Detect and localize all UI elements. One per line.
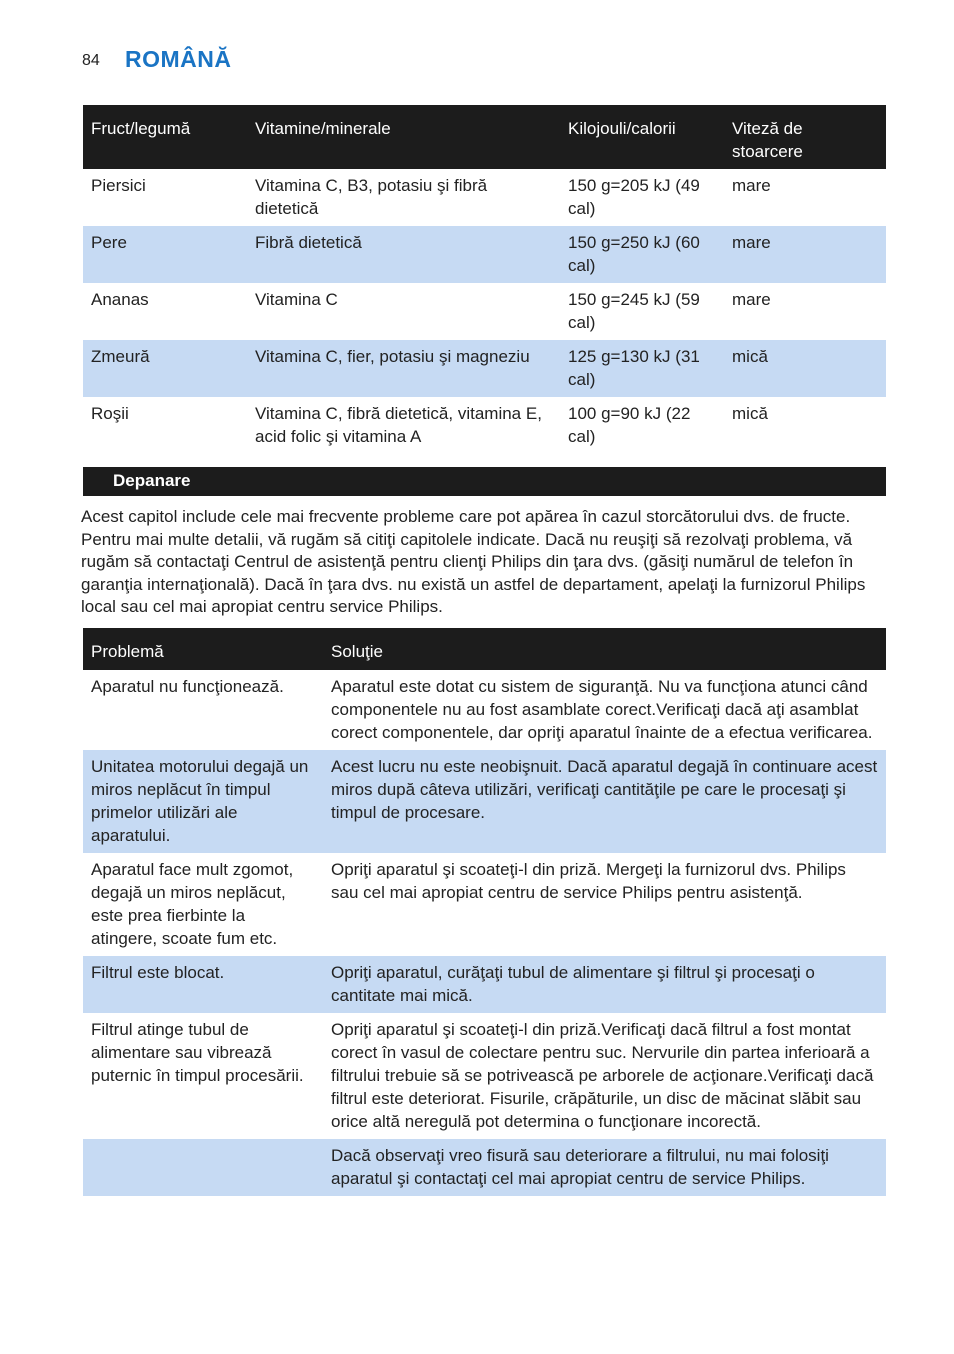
solution-cell: Dacă observaţi vreo fisură sau deteriorare a filtrului, nu mai folosiţi aparatul şi contactaţi cel mai apropiat centru de service Philips. <box>323 1139 886 1196</box>
intro-paragraph: Acest capitol include cele mai frecvente probleme care pot apărea în cazul storcătorului dvs. de fructe. Pentru mai multe detalii, vă rugăm să citiţi capitolele indicate. Dacă nu reuşiţi să rezolvaţi problema, vă rugăm să contactaţi Centrul de asistenţă pentru clienţi Philips din ţara dvs. (găsiţi numărul de telefon în garanţia internaţională). Dacă în ţara dvs. nu există un astfel de departament, apelaţi la furnizorul Philips local sau cel mai apropiat centru service Philips. <box>81 507 866 617</box>
speed-cell: mare <box>724 226 886 283</box>
section-title: Depanare <box>113 471 191 490</box>
problem-cell: Aparatul nu funcţionează. <box>91 677 284 696</box>
table-row <box>83 169 886 226</box>
solution-cell: Opriţi aparatul şi scoateţi-l din priză.Verificaţi dacă filtrul a fost montat corect în vasul de colectare pentru suc. Nervurile din partea inferioară a filtrului trebuie să se potrivească pe arborele de acţionare.Verificaţi dacă filtrul este deteriorat. Fisurile, crăpăturile, un disc de măcinat slăbit sau orice altă neregulă pot determina o funcţionare incorectă. <box>331 1020 874 1131</box>
column-header: Fruct/legumă <box>83 105 247 169</box>
speed-cell: mică <box>724 340 886 397</box>
language-title: ROMÂNĂ <box>125 46 232 72</box>
speed-cell: mică <box>732 404 768 423</box>
table-row <box>83 340 886 397</box>
energy-cell: 125 g=130 kJ (31 cal) <box>560 340 724 397</box>
vitamins-cell: Vitamina C, B3, potasiu şi fibră dietetică <box>255 176 488 218</box>
table-row <box>83 670 886 750</box>
table-row <box>83 750 886 853</box>
energy-cell: 150 g=250 kJ (60 cal) <box>560 226 724 283</box>
section-heading-bar <box>83 467 886 496</box>
column-header: Vitamine/minerale <box>247 105 560 169</box>
solution-cell: Opriţi aparatul, curăţaţi tubul de alimentare şi filtrul şi procesaţi o cantitate mai mică. <box>323 956 886 1013</box>
energy-cell: 150 g=245 kJ (59 cal) <box>568 290 700 332</box>
fruit-cell: Roşii <box>91 404 129 423</box>
table-row <box>83 956 886 1013</box>
column-header: Soluţie <box>323 628 886 670</box>
table-row <box>83 1139 886 1196</box>
table-row <box>83 1013 886 1139</box>
problem-cell: Unitatea motorului degajă un miros neplăcut în timpul primelor utilizări ale aparatului. <box>83 750 323 853</box>
nutrition-header-row <box>83 105 886 169</box>
vitamins-cell: Vitamina C, fibră dietetică, vitamina E, acid folic şi vitamina A <box>255 404 542 446</box>
vitamins-cell: Fibră dietetică <box>247 226 560 283</box>
problem-cell: Filtrul este blocat. <box>83 956 323 1013</box>
problem-cell: Filtrul atinge tubul de alimentare sau vibrează puternic în timpul procesării. <box>91 1020 304 1085</box>
vitamins-cell: Vitamina C, fier, potasiu şi magneziu <box>247 340 560 397</box>
page-number: 84 <box>82 52 100 69</box>
table-row <box>83 226 886 283</box>
energy-cell: 150 g=205 kJ (49 cal) <box>568 176 700 218</box>
solution-cell: Aparatul este dotat cu sistem de siguranţă. Nu va funcţiona atunci când componentele nu au fost asamblate corect.Verificaţi dacă aţi asamblat corect componentele, dar opriţi aparatul înainte de a efectua verificarea. <box>331 677 873 742</box>
troubleshooting-header-row <box>83 628 886 670</box>
solution-cell: Acest lucru nu este neobişnuit. Dacă aparatul degajă în continuare acest miros după câteva utilizări, verificaţi cantităţile pe care le procesaţi şi timpul de procesare. <box>323 750 886 853</box>
fruit-cell: Piersici <box>91 176 146 195</box>
table-row <box>83 283 886 340</box>
column-header: Problemă <box>83 628 323 670</box>
energy-cell: 100 g=90 kJ (22 cal) <box>568 404 691 446</box>
fruit-cell: Pere <box>83 226 247 283</box>
column-header: Viteză de stoarcere <box>724 105 886 169</box>
problem-cell <box>83 1139 323 1196</box>
fruit-cell: Ananas <box>91 290 149 309</box>
vitamins-cell: Vitamina C <box>255 290 338 309</box>
solution-cell: Opriţi aparatul şi scoateţi-l din priză. Mergeţi la furnizorul dvs. Philips sau cel mai apropiat centru de service Philips pentru asistenţă. <box>331 860 846 902</box>
nutrition-table <box>83 105 886 454</box>
speed-cell: mare <box>732 290 771 309</box>
fruit-cell: Zmeură <box>83 340 247 397</box>
troubleshooting-table <box>83 628 886 1196</box>
table-row <box>83 397 886 454</box>
speed-cell: mare <box>732 176 771 195</box>
table-row <box>83 853 886 956</box>
column-header: Kilojouli/calorii <box>560 105 724 169</box>
problem-cell: Aparatul face mult zgomot, degajă un miros neplăcut, este prea fierbinte la atingere, scoate fum etc. <box>91 860 294 948</box>
